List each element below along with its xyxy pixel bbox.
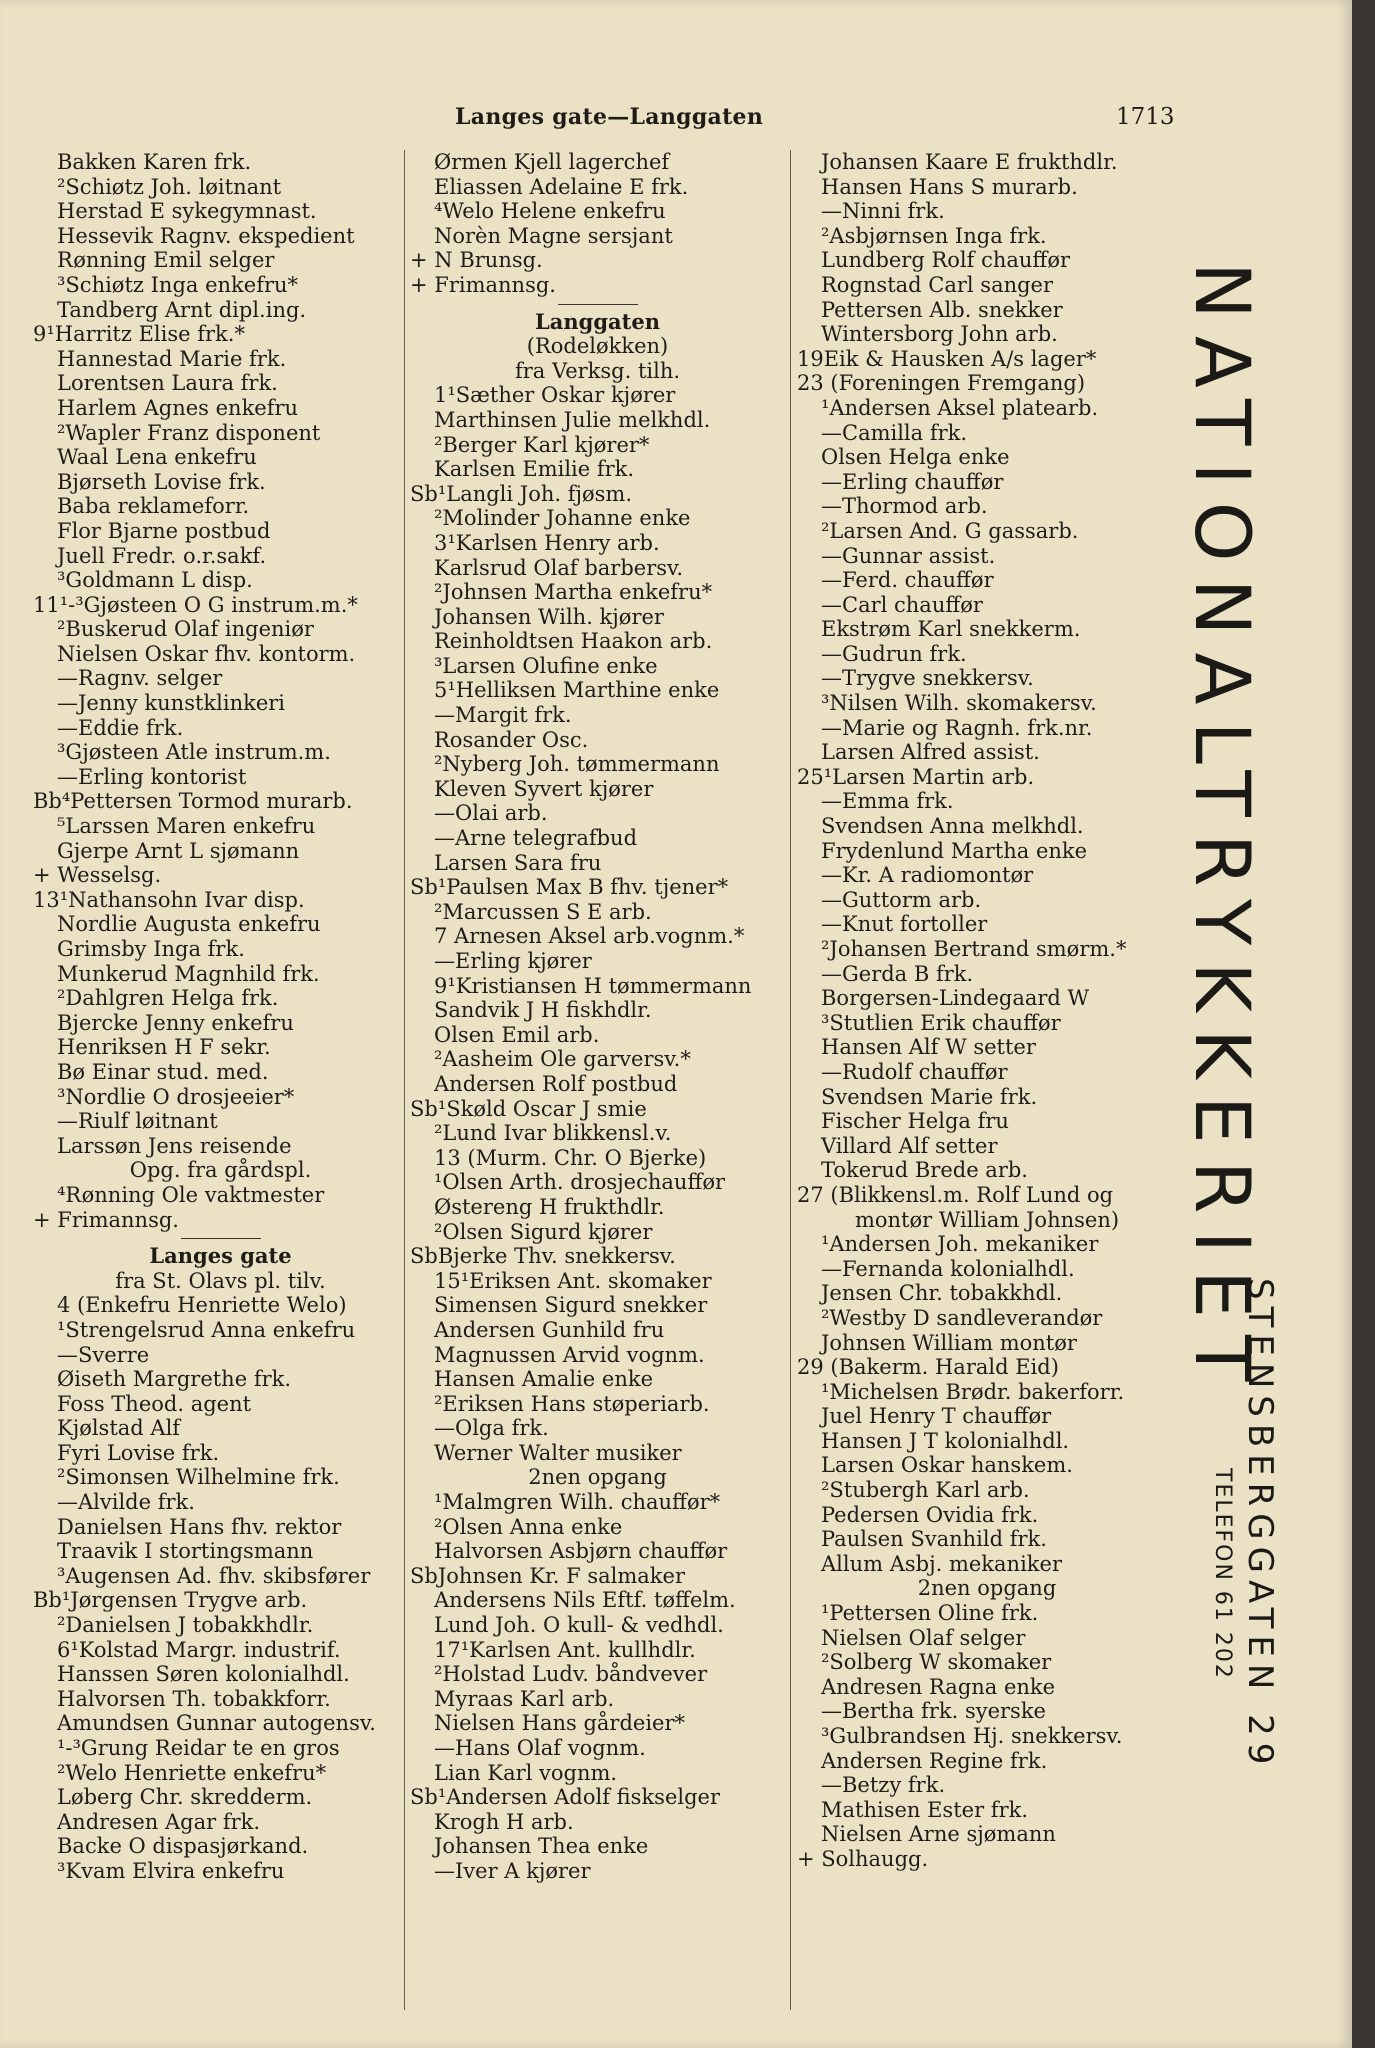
directory-entry: Magnussen Arvid vognm.	[434, 1342, 705, 1367]
directory-entry: SbJohnsen Kr. F salmaker	[410, 1563, 685, 1588]
directory-entry: —Arne telegrafbud	[434, 826, 638, 851]
directory-entry: Juel Henry T chauffør	[821, 1404, 1052, 1429]
directory-entry: Hansen J T kolonialhdl.	[821, 1428, 1070, 1453]
directory-entry: —Ragnv. selger	[57, 666, 223, 691]
directory-entry: Werner Walter musiker	[434, 1440, 682, 1465]
directory-entry: Sb¹Andersen Adolf fiskselger	[410, 1785, 721, 1810]
directory-entry: Ørmen Kjell lagerchef	[434, 150, 670, 174]
directory-entry: 11¹-³Gjøsteen O G instrum.m.*	[33, 592, 358, 617]
directory-entry: Andersens Nils Eftf. tøffelm.	[434, 1588, 736, 1613]
directory-entry: Nielsen Hans gårdeier*	[434, 1711, 686, 1736]
directory-entry: —Bertha frk. syerske	[821, 1699, 1046, 1724]
directory-entry: Fischer Helga fru	[821, 1109, 1009, 1134]
directory-entry: Nielsen Arne sjømann	[821, 1822, 1056, 1847]
directory-entry: ⁴Rønning Ole vaktmester	[57, 1182, 325, 1207]
directory-entry: Sandvik J H fiskhdlr.	[434, 998, 652, 1023]
directory-entry: —Erling chauffør	[821, 469, 1004, 494]
directory-entry: ²Wapler Franz disponent	[57, 420, 321, 445]
directory-entry: ²Dahlgren Helga frk.	[57, 986, 279, 1011]
directory-entry: ²Asbjørnsen Inga frk.	[821, 223, 1047, 248]
directory-entry: —Thormod arb.	[821, 494, 988, 519]
directory-entry: ³Nordlie O drosjeeier*	[57, 1084, 295, 1109]
directory-entry: —Kr. A radiomontør	[821, 863, 1034, 888]
directory-entry: ³Larsen Olufine enke	[434, 653, 658, 678]
directory-entry: Gjerpe Arnt L sjømann	[57, 838, 300, 863]
directory-entry: Johansen Kaare E frukthdlr.	[821, 150, 1118, 174]
directory-entry: Larssøn Jens reisende	[57, 1133, 292, 1158]
printer-address-vertical: STENSBERGGATEN 29	[1240, 1278, 1280, 1772]
column-1	[33, 150, 408, 1884]
directory-entry: —Fernanda kolonialhdl.	[821, 1256, 1075, 1281]
directory-entry: Herstad E sykegymnast.	[57, 199, 317, 224]
directory-entry: Hessevik Ragnv. ekspedient	[57, 223, 355, 248]
directory-entry: montør William Johnsen)	[854, 1207, 1120, 1232]
directory-entry: —Gerda B frk.	[821, 961, 974, 986]
directory-entry: ¹Malmgren Wilh. chauffør*	[434, 1490, 721, 1515]
directory-entry: 2nen opgang	[528, 1465, 667, 1490]
directory-entry: Harlem Agnes enkefru	[57, 395, 299, 420]
street-heading: Langes gate	[149, 1243, 292, 1269]
directory-entry: Myraas Karl arb.	[434, 1686, 615, 1711]
directory-entry: Sb¹Langli Joh. fjøsm.	[410, 481, 633, 506]
directory-entry: Eliassen Adelaine E frk.	[434, 174, 689, 199]
directory-entry: —Marie og Ragnh. frk.nr.	[821, 715, 1093, 740]
printer-telephone-vertical: TELEFON 61 202	[1210, 1468, 1235, 1680]
directory-entry: ²Eriksen Hans støperiarb.	[434, 1391, 710, 1416]
directory-entry: Bjørseth Lovise frk.	[57, 469, 266, 494]
directory-entry: ¹Strengelsrud Anna enkefru	[57, 1317, 356, 1342]
directory-entry: SbBjerke Thv. snekkersv.	[410, 1244, 676, 1269]
directory-entry: Lund Joh. O kull- & vedhdl.	[434, 1613, 724, 1638]
directory-entry: Johnsen William montør	[821, 1330, 1077, 1355]
directory-entry: Allum Asbj. mekaniker	[821, 1551, 1062, 1576]
directory-entry: 5¹Helliksen Marthine enke	[434, 678, 720, 703]
column-3	[797, 150, 1177, 1872]
directory-entry: 3¹Karlsen Henry arb.	[434, 530, 660, 555]
directory-entry: Andersen Gunhild fru	[434, 1317, 665, 1342]
directory-entry: ⁵Larssen Maren enkefru	[57, 814, 316, 839]
directory-entry: ²Olsen Sigurd kjører	[434, 1219, 653, 1244]
street-heading: Langgaten	[535, 308, 660, 334]
directory-entry: Sb¹Paulsen Max B fhv. tjener*	[410, 875, 729, 900]
directory-entry: Hannestad Marie frk.	[57, 346, 287, 371]
directory-entry: 4 (Enkefru Henriette Welo)	[57, 1293, 347, 1318]
directory-entry: Larsen Alfred assist.	[821, 740, 1040, 765]
directory-entry: Grimsby Inga frk.	[57, 937, 245, 961]
page-number: 1713	[1116, 104, 1175, 130]
directory-entry: —Carl chauffør	[821, 592, 983, 617]
directory-entry: —Gudrun frk.	[821, 641, 967, 666]
directory-entry: —Knut fortoller	[821, 912, 988, 937]
directory-entry: Traavik I stortingsmann	[57, 1539, 314, 1564]
directory-entry: Larsen Oskar hanskem.	[821, 1453, 1073, 1478]
directory-entry: Simensen Sigurd snekker	[434, 1293, 708, 1318]
directory-entry: ¹-³Grung Reidar te en gros	[57, 1736, 340, 1760]
directory-entry: ³Goldmann L disp.	[57, 568, 253, 593]
directory-entry: Olsen Helga enke	[821, 445, 1010, 470]
directory-entry: Hanssen Søren kolonialhdl.	[57, 1662, 350, 1687]
directory-entry: ²Buskerud Olaf ingeniør	[57, 617, 314, 642]
directory-entry: ⁴Welo Helene enkefru	[434, 199, 666, 224]
directory-entry: —Iver A kjører	[434, 1858, 591, 1883]
directory-entry: —Emma frk.	[821, 789, 954, 814]
directory-entry: ²Johnsen Martha enkefru*	[434, 580, 713, 605]
directory-entry: —Hans Olaf vognm.	[434, 1736, 646, 1760]
directory-entry: Lundberg Rolf chauffør	[821, 248, 1071, 273]
directory-entry: Amundsen Gunnar autogensv.	[57, 1711, 376, 1736]
directory-entry: Tandberg Arnt dipl.ing.	[57, 297, 307, 322]
directory-entry: ²Johansen Bertrand smørm.*	[821, 937, 1127, 961]
directory-entry: Bø Einar stud. med.	[57, 1059, 269, 1084]
directory-entry: —Rudolf chauffør	[821, 1059, 1008, 1084]
directory-entry: fra St. Olavs pl. tilv.	[115, 1268, 326, 1293]
directory-entry: —Riulf løitnant	[57, 1109, 218, 1134]
directory-entry: + Solhaugg.	[797, 1846, 929, 1871]
directory-entry: —Camilla frk.	[821, 420, 968, 445]
directory-entry: ²Nyberg Joh. tømmermann	[434, 752, 720, 777]
directory-entry: Bjercke Jenny enkefru	[57, 1010, 294, 1035]
directory-entry: Jensen Chr. tobakkhdl.	[821, 1281, 1063, 1306]
directory-entry: Mathisen Ester frk.	[821, 1797, 1029, 1822]
directory-entry: ²Solberg W skomaker	[821, 1650, 1052, 1675]
directory-entry: ³Schiøtz Inga enkefru*	[57, 272, 299, 297]
directory-entry: Johansen Wilh. kjører	[434, 604, 664, 629]
directory-entry: Løberg Chr. skredderm.	[57, 1785, 313, 1810]
directory-entry: —Eddie frk.	[57, 715, 184, 740]
directory-entry: (Rodeløkken)	[526, 334, 669, 359]
directory-entry: Lian Karl vognm.	[434, 1760, 618, 1785]
directory-entry: —Alvilde frk.	[57, 1490, 195, 1515]
directory-entry: ²Larsen And. G gassarb.	[821, 518, 1079, 543]
directory-entry: ²Simonsen Wilhelmine frk.	[57, 1465, 340, 1490]
directory-entry: Borgersen-Lindegaard W	[821, 986, 1090, 1011]
directory-entry: —Sverre	[57, 1342, 150, 1367]
directory-entry: Wintersborg John arb.	[821, 322, 1058, 347]
directory-entry: Sb¹Skøld Oscar J smie	[410, 1096, 647, 1121]
directory-entry: Bb¹Jørgensen Trygve arb.	[33, 1588, 308, 1613]
directory-entry: Østereng H frukthdlr.	[434, 1194, 665, 1219]
directory-entry: —Jenny kunstklinkeri	[57, 691, 286, 716]
directory-entry: Backe O dispasjørkand.	[57, 1834, 309, 1859]
directory-entry: Larsen Sara fru	[434, 850, 602, 875]
page-header-title: Langes gate—Langgaten	[455, 104, 764, 130]
directory-entry: 13¹Nathansohn Ivar disp.	[33, 887, 305, 912]
section-separator	[33, 1232, 408, 1244]
directory-entry: Opg. fra gårdspl.	[129, 1158, 312, 1183]
directory-entry: ³Gjøsteen Atle instrum.m.	[57, 740, 331, 765]
directory-entry: Reinholdtsen Haakon arb.	[434, 629, 713, 654]
directory-entry: Juell Fredr. o.r.sakf.	[57, 543, 267, 568]
directory-entry: —Gunnar assist.	[821, 543, 996, 568]
directory-entry: 23 (Foreningen Fremgang)	[797, 371, 1086, 396]
directory-entry: Frydenlund Martha enke	[821, 838, 1088, 863]
directory-entry: Fyri Lovise frk.	[57, 1440, 220, 1465]
directory-entry: Rosander Osc.	[434, 727, 589, 752]
directory-entry: —Ninni frk.	[821, 199, 945, 224]
directory-entry: 27 (Blikkensl.m. Rolf Lund og	[797, 1182, 1114, 1207]
directory-entry: Andresen Ragna enke	[821, 1674, 1056, 1699]
directory-entry: Svendsen Anna melkhdl.	[821, 814, 1084, 839]
directory-entry: 29 (Bakerm. Harald Eid)	[797, 1355, 1059, 1380]
directory-entry: ²Welo Henriette enkefru*	[57, 1760, 327, 1785]
directory-entry: Kjølstad Alf	[57, 1416, 181, 1441]
directory-entry: ²Olsen Anna enke	[434, 1514, 623, 1539]
section-separator	[410, 298, 785, 310]
directory-entry: Pettersen Alb. snekker	[821, 297, 1063, 322]
directory-entry: Nielsen Oskar fhv. kontorm.	[57, 641, 356, 666]
directory-entry: Rognstad Carl sanger	[821, 272, 1054, 297]
directory-entry: Bakken Karen frk.	[57, 150, 252, 174]
directory-entry: —Olga frk.	[434, 1416, 549, 1441]
directory-entry: Marthinsen Julie melkhdl.	[434, 407, 711, 432]
directory-entry: —Trygve snekkersv.	[821, 666, 1034, 691]
directory-entry: ²Danielsen J tobakkhdlr.	[57, 1613, 314, 1638]
directory-entry: 15¹Eriksen Ant. skomaker	[434, 1268, 712, 1293]
directory-entry: Lorentsen Laura frk.	[57, 371, 278, 396]
directory-entry: Andersen Rolf postbud	[434, 1071, 678, 1096]
directory-entry: Øiseth Margrethe frk.	[57, 1367, 292, 1392]
directory-entry: —Ferd. chauffør	[821, 568, 994, 593]
directory-entry: ²Holstad Ludv. båndvever	[434, 1662, 708, 1687]
directory-entry: ³Stutlien Erik chauffør	[821, 1010, 1061, 1035]
directory-entry: 17¹Karlsen Ant. kullhdlr.	[434, 1637, 696, 1662]
directory-entry: Krogh H arb.	[434, 1809, 574, 1834]
directory-entry: 2nen opgang	[917, 1576, 1057, 1601]
directory-entry: ¹Pettersen Oline frk.	[821, 1601, 1039, 1626]
directory-entry: ¹Olsen Arth. drosjechauffør	[434, 1170, 726, 1195]
directory-entry: Paulsen Svanhild frk.	[821, 1527, 1047, 1552]
directory-entry: Foss Theod. agent	[57, 1391, 252, 1416]
directory-entry: ²Aasheim Ole garversv.*	[434, 1047, 691, 1072]
directory-entry: Kleven Syvert kjører	[434, 776, 654, 801]
directory-entry: ¹Andersen Joh. mekaniker	[821, 1232, 1099, 1257]
directory-entry: Halvorsen Asbjørn chauffør	[434, 1539, 728, 1564]
column-2	[410, 150, 785, 1884]
column-divider-1	[404, 150, 405, 2010]
directory-entry: —Olai arb.	[434, 801, 548, 826]
directory-entry: Nielsen Olaf selger	[821, 1625, 1026, 1650]
directory-entry: ³Kvam Elvira enkefru	[57, 1858, 285, 1883]
directory-entry: Danielsen Hans fhv. rektor	[57, 1514, 342, 1539]
directory-entry: 19Eik & Hausken A/s lager*	[797, 346, 1097, 371]
directory-entry: + Frimannsg.	[410, 272, 556, 297]
column-divider-2	[790, 150, 791, 2010]
directory-entry: Hansen Hans S murarb.	[821, 174, 1078, 199]
directory-entry: Norèn Magne sersjant	[434, 223, 673, 248]
directory-entry: ²Marcussen S E arb.	[434, 899, 652, 924]
directory-entry: Munkerud Magnhild frk.	[57, 961, 320, 986]
directory-entry: —Guttorm arb.	[821, 887, 982, 912]
directory-entry: Henriksen H F sekr.	[57, 1035, 271, 1060]
directory-entry: + N Brunsg.	[410, 248, 543, 273]
directory-entry: —Erling kjører	[434, 949, 592, 973]
directory-entry: ²Lund Ivar blikkensl.v.	[434, 1121, 672, 1146]
directory-entry: Karlsrud Olaf barbersv.	[434, 555, 684, 580]
directory-entry: Hansen Alf W setter	[821, 1035, 1036, 1060]
directory-entry: Nordlie Augusta enkefru	[57, 912, 321, 937]
directory-entry: ²Schiøtz Joh. løitnant	[57, 174, 282, 199]
directory-entry: Svendsen Marie frk.	[821, 1084, 1038, 1109]
directory-entry: —Margit frk.	[434, 703, 572, 728]
directory-entry: Ekstrøm Karl snekkerm.	[821, 617, 1081, 642]
directory-entry: 6¹Kolstad Margr. industrif.	[57, 1637, 341, 1662]
directory-entry: Villard Alf setter	[821, 1133, 998, 1158]
directory-entry: ²Stubergh Karl arb.	[821, 1478, 1030, 1503]
directory-entry: Waal Lena enkefru	[57, 445, 257, 470]
directory-entry: Olsen Emil arb.	[434, 1022, 600, 1047]
directory-entry: 9¹Kristiansen H tømmermann	[434, 973, 752, 998]
directory-entry: Pedersen Ovidia frk.	[821, 1502, 1039, 1527]
directory-entry: + Frimannsg.	[33, 1207, 179, 1232]
directory-entry: ²Westby D sandleverandør	[821, 1305, 1103, 1330]
directory-entry: Flor Bjarne postbud	[57, 518, 271, 543]
directory-entry: ³Nilsen Wilh. skomakersv.	[821, 691, 1097, 716]
directory-entry: —Erling kontorist	[57, 764, 247, 789]
directory-entry: —Betzy frk.	[821, 1773, 946, 1798]
directory-entry: ²Berger Karl kjører*	[434, 432, 650, 457]
directory-entry: Hansen Amalie enke	[434, 1367, 654, 1392]
printer-name-vertical: NATIONALTRYKKERIET	[1178, 262, 1267, 1399]
directory-entry: 7 Arnesen Aksel arb.vognm.*	[434, 924, 745, 949]
directory-entry: ³Gulbrandsen Hj. snekkersv.	[821, 1724, 1123, 1748]
directory-entry: Rønning Emil selger	[57, 248, 275, 273]
directory-entry: + Wesselsg.	[33, 863, 162, 888]
directory-entry: fra Verksg. tilh.	[514, 358, 681, 383]
directory-entry: ¹Michelsen Brødr. bakerforr.	[821, 1379, 1125, 1404]
directory-entry: 1¹Sæther Oskar kjører	[434, 383, 676, 408]
directory-entry: ¹Andersen Aksel platearb.	[821, 395, 1099, 420]
directory-entry: 9¹Harritz Elise frk.*	[33, 322, 245, 347]
directory-entry: 25¹Larsen Martin arb.	[797, 764, 1035, 789]
directory-entry: Halvorsen Th. tobakkforr.	[57, 1686, 331, 1711]
directory-entry: Andresen Agar frk.	[57, 1809, 261, 1834]
directory-entry: Baba reklameforr.	[57, 494, 250, 519]
directory-entry: ³Augensen Ad. fhv. skibsfører	[57, 1563, 371, 1588]
directory-entry: 13 (Murm. Chr. O Bjerke)	[434, 1145, 707, 1170]
directory-entry: Tokerud Brede arb.	[821, 1158, 1028, 1183]
directory-entry: ²Molinder Johanne enke	[434, 506, 691, 531]
directory-entry: Andersen Regine frk.	[821, 1748, 1048, 1773]
directory-entry: Bb⁴Pettersen Tormod murarb.	[33, 789, 353, 814]
directory-entry: Karlsen Emilie frk.	[434, 457, 635, 482]
directory-entry: Johansen Thea enke	[434, 1834, 649, 1859]
